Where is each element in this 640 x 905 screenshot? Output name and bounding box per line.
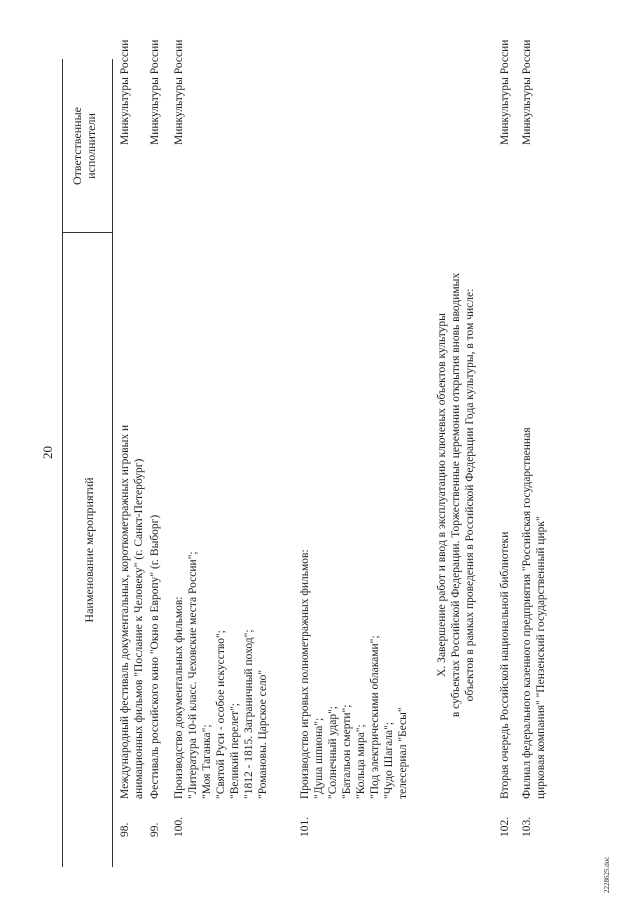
table-row <box>520 37 550 837</box>
row-name: Производство документальных фильмов: "Литература 10-й класс. Чеховские места России"; "Моя Таганка"; "Святой Руси - особое искусство"; "Великий перелет"; "1812 - 1815. Заграничный поход"; "Романовы. Царское село" <box>173 551 269 799</box>
row-responsible: Минкультуры России <box>499 39 511 145</box>
row-number: 99. <box>149 822 161 837</box>
row-number: 102. <box>499 816 511 837</box>
table-row <box>172 37 272 837</box>
row-number: 101. <box>299 816 311 837</box>
header-bottom-rule <box>112 59 113 867</box>
page-number: 20 <box>40 446 55 459</box>
row-number: 98. <box>119 822 131 837</box>
row-number: 103. <box>521 816 533 837</box>
table-row <box>298 37 413 837</box>
table-top-rule <box>62 59 63 867</box>
file-reference: 2228625.doc <box>603 856 611 893</box>
row-responsible: Минкультуры России <box>173 39 185 145</box>
header-responsible: Ответственные исполнители <box>70 107 98 185</box>
row-name: Вторая очередь Российской национальной библиотеки <box>499 531 511 799</box>
table-row <box>118 37 148 837</box>
row-responsible: Минкультуры России <box>119 39 131 145</box>
header-name: Наименование мероприятий <box>82 477 96 623</box>
table-row <box>498 37 516 837</box>
table-row <box>148 37 166 837</box>
row-name: Международный фестиваль документальных, короткометражных игровых и анимационных фильмов "Послание к Человеку" (г. Санкт-Петербург) <box>119 424 145 799</box>
row-number: 100. <box>173 816 185 837</box>
row-name: Филиал федерального казенного предприятия "Российская государственная цирковая компания" "Пензенский государственный цирк" <box>521 427 547 799</box>
row-responsible: Минкультуры России <box>149 39 161 145</box>
row-name: Производство игровых полнометражных фильмов: "Душа шпиона"; "Солнечный удар"; "Батальон смерти"; "Кольца мира"; "Под электрическими облаками"; "Чудо Шагала"; телесериал "Бесы" <box>299 549 409 799</box>
section-heading-x: X. Завершение работ и ввод в эксплуатацию ключевых объектов культуры в субъектах Российской Федерации. Торжественные церемонии открытия вновь вводимых объектов в рамках проведения в Российской Федерации Года культуры, в том числе: <box>436 272 476 718</box>
row-name: Фестиваль российского кино "Окно в Европу" (г. Выборг) <box>149 514 161 799</box>
row-responsible: Минкультуры России <box>521 39 533 145</box>
